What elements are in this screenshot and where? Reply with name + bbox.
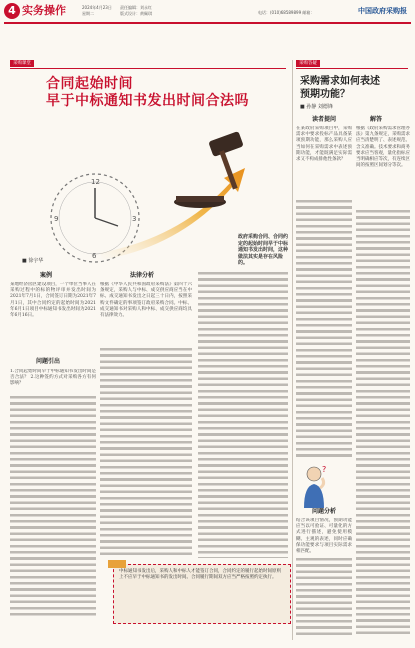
column3-body-text	[198, 272, 288, 558]
person-thinking-icon	[298, 464, 330, 508]
designer-credit: 版式设计：黄佩琪	[120, 11, 152, 16]
part2-body: 结合该项目情况，预期功能应当以可验证、可量化的方式进行描述，避免使用模糊、主观的表述，同时应确保功能要求与项目实际需求相匹配。	[296, 518, 352, 554]
right-article-rule	[296, 68, 408, 69]
right-col1-body-text	[296, 200, 352, 458]
case-body: 某地经济园区建设项目，一个单位当事人在采购过程中的标的物评审并发出时间为2021年7月1日，合同签订日期为2021年7月1日，其中合同约定的起始时间为2021年6月1日项目中标通知书发出时间为2021年6月16日。	[10, 282, 96, 319]
left-article-rule	[10, 68, 286, 69]
right-headline-line1: 采购需求如何表述	[300, 76, 380, 87]
left-headline-line2: 早于中标通知书发出时间合法吗	[46, 93, 249, 109]
answer-body: 根据《政府采购需求管理办法》第九条规定，采购需求应当清楚明了、表述规范、含义准确。技术要求和商务要求应当客观，量化指标应当明确相应等次，有连续区间的按照区间划分等次。	[356, 126, 410, 169]
answer-heading: 解答	[370, 116, 383, 123]
analysis-heading: 法律分析	[130, 272, 155, 279]
right-headline-line2: 预期功能？	[300, 89, 350, 100]
svg-text:9: 9	[54, 215, 59, 223]
article-separator	[292, 60, 293, 640]
callout-text: 中标通知书发出后，采购人和中标人才能签订合同，合同约定的履行起始时间原则上不应早于中标通知书的发出时间。合同履行期间双方应当严格按照约定执行。	[119, 569, 281, 580]
callout-marker	[108, 560, 126, 568]
page-number-badge: 4	[4, 3, 20, 19]
svg-text:6: 6	[92, 252, 97, 260]
pull-quote-text: 政府采购合同、合同约定的起始时间早于中标通知书发出时间，这种做法其实是存在风险的。	[238, 234, 289, 267]
pull-quote	[238, 234, 290, 267]
issue-heading: 问题引出	[36, 358, 61, 365]
clock-gavel-illustration	[40, 128, 270, 264]
masthead-logo: 中国政府采购报	[358, 6, 407, 15]
part2-heading: 问题分析	[312, 508, 337, 515]
arrow-icon	[100, 168, 245, 260]
column1-body-text	[10, 396, 96, 618]
section-title: 实务操作	[22, 4, 66, 17]
svg-text:12: 12	[91, 178, 100, 186]
column2-body-text	[100, 348, 192, 558]
case-heading: 案例	[40, 272, 53, 279]
gavel-icon	[174, 131, 244, 208]
issue-date: 2024年4月23日	[82, 5, 112, 10]
highlight-callout	[113, 564, 291, 624]
page-header	[0, 2, 415, 22]
weekday: 星期二	[82, 11, 94, 16]
header-rule	[4, 22, 411, 24]
left-article-tag: 采购课堂	[10, 60, 34, 67]
issue-body: 1.合同起始时间早于中标通知书发出时间是否合法？ 2.这种签约方式对采购各方有何影响？	[10, 369, 96, 387]
left-byline: ■ 徐宇华	[22, 258, 44, 264]
analysis-body: 根据《中华人民共和国政府采购法》第四十六条规定，采购人与中标、成交供应商应当在中标、成交通知书发出之日起三十日内，按照采购文件确定的事项签订政府采购合同。中标、成交通知书对采购人和中标、成交供应商均具有法律效力。	[100, 282, 192, 319]
left-headline-line1: 合同起始时间	[46, 76, 133, 92]
svg-text:3: 3	[132, 215, 137, 223]
question-body: 在某政府采购项目中，采购需求中要求投标产品具备某项预期功能，那么采购人应当如何在采购需求中表述预期功能，才能既满足实际需求又不构成排他性条款？	[296, 126, 352, 163]
contact-info: 电话：(010)68589899 邮箱：	[258, 10, 315, 15]
right-article-tag: 采购答疑	[296, 60, 320, 67]
right-col2-body-text	[356, 210, 410, 638]
editor-credit: 责任编辑：刘永红	[120, 5, 152, 10]
right-col1-lower-text	[296, 558, 352, 638]
svg-text:?: ?	[322, 465, 327, 474]
right-byline: ■ 孙静 刘德锋	[300, 104, 333, 110]
question-heading: 读者提问	[312, 116, 337, 123]
